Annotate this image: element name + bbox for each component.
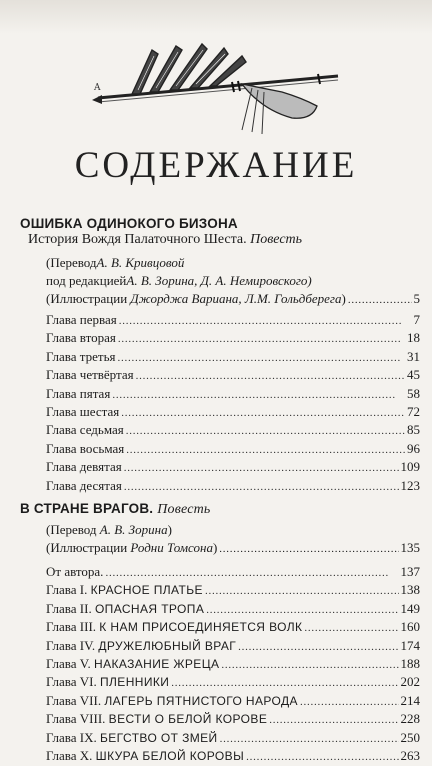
toc-entry-label [46, 637, 236, 655]
editors-credit [46, 272, 420, 290]
toc-entry [46, 403, 420, 421]
toc-entry [46, 581, 420, 599]
chapter-label: Глава IV. [46, 637, 99, 653]
toc-entry [46, 600, 420, 618]
leader-dots [124, 458, 399, 477]
toc-entry-label [46, 710, 267, 728]
chapter-title: ОПАСНАЯ ТРОПА [94, 601, 205, 616]
toc-entry [46, 458, 420, 476]
toc-entry [46, 618, 420, 636]
chapter-label: Глава VI. [46, 674, 100, 690]
illustrations-credit [46, 290, 420, 308]
subtitle-kind: Повесть [250, 232, 303, 247]
editors-name: А. В. Зорина, Д. А. Немировского) [126, 273, 312, 288]
chapter-label: Глава восьмая [46, 440, 125, 456]
illustrators-name: Родни Томсона [130, 540, 213, 555]
chapter-title: НАКАЗАНИЕ ЖРЕЦА [94, 656, 220, 671]
chapter-label: Глава седьмая [46, 422, 124, 438]
page-number: 214 [400, 692, 420, 708]
page-number: 18 [407, 330, 420, 346]
toc-entry-label [46, 348, 115, 366]
chapter-label: Глава IX. [46, 729, 100, 745]
page-number: 174 [400, 637, 420, 653]
leader-dots [304, 618, 398, 637]
toc-entry [46, 329, 420, 347]
section-title-1 [20, 216, 238, 231]
leader-dots [348, 290, 412, 309]
toc-entry-label [46, 477, 122, 495]
toc-entry [46, 655, 420, 673]
page-number: 96 [407, 440, 420, 456]
page-heading: СОДЕРЖАНИЕ [74, 145, 358, 186]
chapter-label: Глава X. [46, 747, 96, 763]
toc-entry-label [46, 581, 203, 599]
leader-dots [117, 348, 405, 367]
leader-dots [205, 581, 399, 600]
credits-2 [46, 521, 420, 557]
toc-entry [46, 311, 420, 329]
chapter-label: Глава VII. [46, 692, 105, 708]
illustrations-credit [46, 539, 420, 557]
translation-credit [46, 254, 420, 272]
leader-dots [238, 637, 398, 656]
translation-credit [46, 521, 420, 539]
page-number: 58 [407, 385, 420, 401]
chapter-label: Глава шестая [46, 403, 120, 419]
page-number: 85 [407, 422, 420, 438]
chapter-label: От автора. [46, 564, 104, 579]
page-number: 149 [400, 600, 420, 616]
toc-entry [46, 348, 420, 366]
section-title-text: ОШИБКА ОДИНОКОГО БИЗОНА [20, 216, 238, 231]
chapter-title: ШКУРА БЕЛОЙ КОРОВЫ [95, 748, 245, 763]
credit-prefix: (Иллюстрации [46, 291, 131, 306]
chapter-label: Глава пятая [46, 385, 111, 401]
chapter-title: ДРУЖЕЛЮБНЫЙ ВРАГ [98, 638, 237, 653]
previous-page-bleed [0, 0, 432, 34]
page-number: 250 [400, 729, 420, 745]
leader-dots [300, 692, 399, 711]
credit-prefix: под редакцией [46, 273, 127, 288]
page-number: 137 [400, 564, 420, 579]
credit-suffix: ) [341, 291, 346, 306]
leader-dots [118, 329, 405, 348]
leader-dots [121, 403, 405, 422]
toc-entry-label [46, 366, 134, 384]
toc-entry-label [46, 618, 302, 636]
page-number: 7 [413, 312, 420, 327]
toc-list-1 [46, 311, 420, 495]
page-number: 123 [400, 477, 420, 493]
page-number: 135 [400, 540, 420, 555]
page-number: 109 [400, 459, 420, 475]
page-number: 202 [400, 674, 420, 690]
toc-entry [46, 366, 420, 384]
toc-entry [46, 385, 420, 403]
illustrators-name: Джорджа Вариана, Л.М. Гольдберега [130, 291, 342, 306]
toc-entry [46, 440, 420, 458]
page-number: 228 [400, 711, 420, 727]
leader-dots [126, 440, 405, 459]
page-number: 5 [413, 291, 420, 306]
page-number: 45 [407, 367, 420, 383]
page-number: 138 [400, 582, 420, 598]
toc-entry-label [46, 458, 122, 476]
chapter-title: ЛАГЕРЬ ПЯТНИСТОГО НАРОДА [104, 693, 298, 708]
chapter-label: Глава первая [46, 312, 117, 327]
leader-dots [124, 477, 399, 496]
leader-dots [219, 539, 398, 558]
chapter-label: Глава четвёртая [46, 367, 134, 383]
chapter-title: ПЛЕННИКИ [100, 675, 170, 690]
credits-1 [46, 254, 420, 308]
toc-entry [46, 710, 420, 728]
section-title-text: В СТРАНЕ ВРАГОВ. [20, 501, 154, 516]
credit-prefix: (Перевод [46, 522, 100, 537]
toc-entry-label [46, 692, 298, 710]
page-number: 31 [407, 348, 420, 364]
chapter-label: Глава десятая [46, 477, 122, 493]
chapter-title: К НАМ ПРИСОЕДИНЯЕТСЯ ВОЛК [99, 620, 303, 635]
chapter-label: Глава V. [46, 655, 94, 671]
chapter-title: КРАСНОЕ ПЛАТЬЕ [90, 583, 203, 598]
credit-suffix: ) [167, 522, 172, 537]
toc-entry-label [46, 729, 218, 747]
toc-entry [46, 637, 420, 655]
page-number: 188 [400, 655, 420, 671]
leader-dots [206, 600, 398, 619]
chapter-label: Глава вторая [46, 330, 116, 346]
leader-dots [126, 421, 405, 440]
chapter-title: ВЕСТИ О БЕЛОЙ КОРОВЕ [108, 712, 268, 727]
translator-name: А. В. Кривцовой [96, 255, 185, 270]
toc-entry [46, 563, 420, 581]
subtitle-text: История Вождя Палаточного Шеста. [28, 232, 247, 247]
credit-prefix: (Иллюстрации [46, 540, 131, 555]
leader-dots [171, 673, 398, 692]
toc-entry-label [46, 329, 116, 347]
chapter-label: Глава I. [46, 582, 91, 598]
section-kind: Повесть [157, 502, 211, 517]
toc-entry-label [46, 600, 204, 618]
toc-entry [46, 477, 420, 495]
svg-text:A: A [94, 83, 101, 93]
toc-entry-label [46, 655, 219, 673]
toc-entry-label [46, 563, 103, 581]
toc-entry [46, 729, 420, 747]
leader-dots [105, 563, 398, 582]
page-number: 72 [407, 403, 420, 419]
chapter-label: Глава третья [46, 348, 116, 364]
leader-dots [269, 710, 398, 729]
chapter-label: Глава девятая [46, 459, 122, 475]
chapter-label: Глава II. [46, 600, 95, 616]
section-title-2 [20, 501, 211, 518]
chapter-label: Глава III. [46, 619, 100, 635]
leader-dots [119, 311, 412, 330]
page-number: 263 [400, 747, 420, 763]
leader-dots [221, 655, 398, 674]
leader-dots [220, 729, 399, 748]
toc-entry-label [46, 673, 169, 691]
toc-entry [46, 421, 420, 439]
toc-entry [46, 692, 420, 710]
chapter-label: Глава VIII. [46, 711, 109, 727]
page-number: 160 [400, 619, 420, 635]
toc-entry-label [46, 440, 124, 458]
credit-prefix: (Перевод [46, 255, 97, 270]
toc-entry-label [46, 311, 117, 329]
leader-dots [136, 366, 405, 385]
section-subtitle-1 [28, 232, 302, 248]
translator-name: А. В. Зорина [99, 522, 168, 537]
credit-suffix: ) [212, 540, 218, 555]
toc-entry [46, 673, 420, 691]
toc-entry-label [46, 403, 119, 421]
toc-list-2 [46, 563, 420, 765]
feathered-lance-illustration [92, 40, 342, 140]
leader-dots [112, 385, 405, 404]
toc-entry-label [46, 385, 110, 403]
toc-entry-label [46, 421, 124, 439]
chapter-title: БЕГСТВО ОТ ЗМЕЙ [100, 730, 218, 745]
